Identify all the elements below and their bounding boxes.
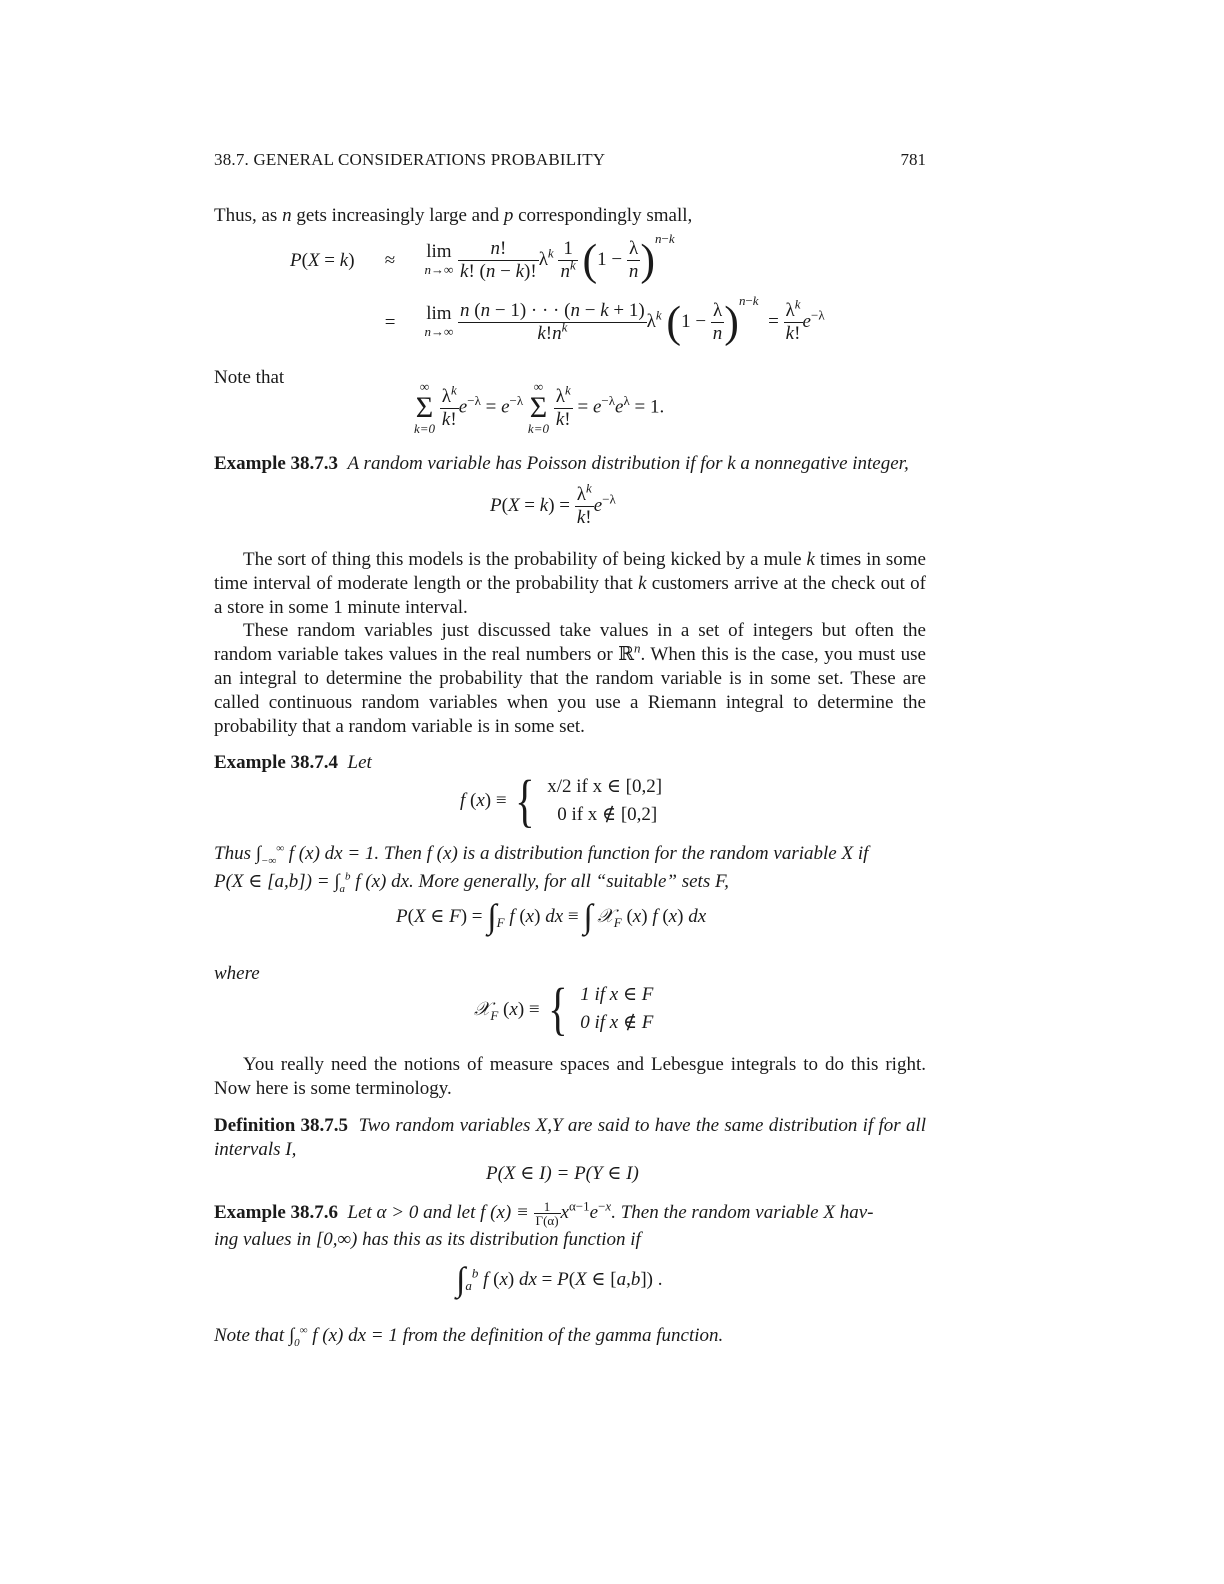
same-distribution-eq: P(X ∈ I) = P(Y ∈ I) [486,1163,639,1184]
example-38-7-6: Example 38.7.6 Let α > 0 and let f (x) ≡ $\frac{1}{\Gamma(\alpha)}$ $x^{\alpha-1}e^{-x}$. Then the random variable X hav- [214,1198,874,1228]
poisson-limit-eq-line1: P(X = k) ≈ lim n→∞ $\frac{n!}{k! (n - k)!}$ $\lambda^k$ $\frac{1}{n^k}$ (1 − $\frac{\lambda}{n}$ )$^{n-k}$ [290,230,675,285]
example-4-thus-line1: Thus $\int_{-\infty}^\infty$ f (x) dx = 1. Then f (x) is a distribution function for the random variable X if [214,842,869,867]
sum-identity-eq: ∞ Σ k=0 $\frac{\lambda^k}{k!}$ $e^{-\lambda} = e^{-\lambda}$ ∞ Σ k=0 $\frac{\lambda^k}{k!}$ = $e^{-\lambda}e^\lambda = 1$. [414,379,665,436]
indicator-definition-eq: 𝒳$_F$ (x) ≡ { 1 if x ∈ F 0 if x ∉ F [474,976,654,1041]
page-number: 781 [900,150,926,169]
intro-paragraph: Thus, as n gets increasingly large and p correspondingly small, [214,205,693,226]
note-that-label: Note that [214,367,285,388]
mule-paragraph: The sort of thing this models is the probability of being kicked by a mule k times in some time interval of moderate length or the probability that k customers arrive at the check out of a store in some 1 minute interval. [214,549,926,618]
continuous-paragraph: These random variables just discussed take values in a set of integers but often the random variable takes values in the real numbers or ℝ$^n$. When this is the case, you must use an integral to determine the probability that the random variable is in some set. These are called continuous random variables when you use a Riemann integral to determine the probability that a random variable is in some set. [214,620,926,737]
poisson-pmf-eq: P(X = k) = $\frac{\lambda^k}{k!}$ $e^{-\lambda}$ [490,480,616,528]
density-definition-eq: f (x) ≡ { x/2 if x ∈ [0,2] 0 if x ∉ [0,2] [460,768,663,833]
gamma-distribution-eq: $\int_a^b$ f (x) dx = P(X ∈ [a,b]) . [456,1261,663,1299]
example-4-thus-line2: P(X ∈ $[a,b]) = \int_a^b$ f (x) dx. More generally, for all “suitable” sets F, [214,870,729,895]
poisson-limit-eq-line2: = lim n→∞ $\frac{n (n - 1) \cdot \cdot \cdot (n - k + 1)}{k!n^k}$ $\lambda^k$ (1 − $\frac{\lambda}{n}$ )$^{n-k}$ = $\frac{\lambda^k}{k!}$ $e^{-\lambda}$ [384,292,825,347]
measure-paragraph: You really need the notions of measure spaces and Lebesgue integrals to do this right. Now here is some terminology. [214,1054,926,1099]
example-6-line2: ing values in [0,∞) has this as its distribution function if [214,1229,641,1250]
definition-38-7-5: Definition 38.7.5 Two random variables X,Y are said to have the same distribution if for all intervals I, [214,1115,927,1160]
example-38-7-4: Example 38.7.4 Let [214,752,372,773]
final-note: Note that $\int_0^\infty$ f (x) dx = 1 from the definition of the gamma function. [214,1324,724,1349]
section-title: 38.7. GENERAL CONSIDERATIONS PROBABILITY [214,150,606,169]
where-label: where [214,963,260,984]
example-38-7-3: Example 38.7.3 A random variable has Poisson distribution if for k a nonnegative integer, [214,453,909,474]
general-probability-eq: P(X ∈ $F) = \int_F$ f (x) dx ≡ ∫ 𝒳$_F$ (x) f (x) dx [396,898,707,936]
